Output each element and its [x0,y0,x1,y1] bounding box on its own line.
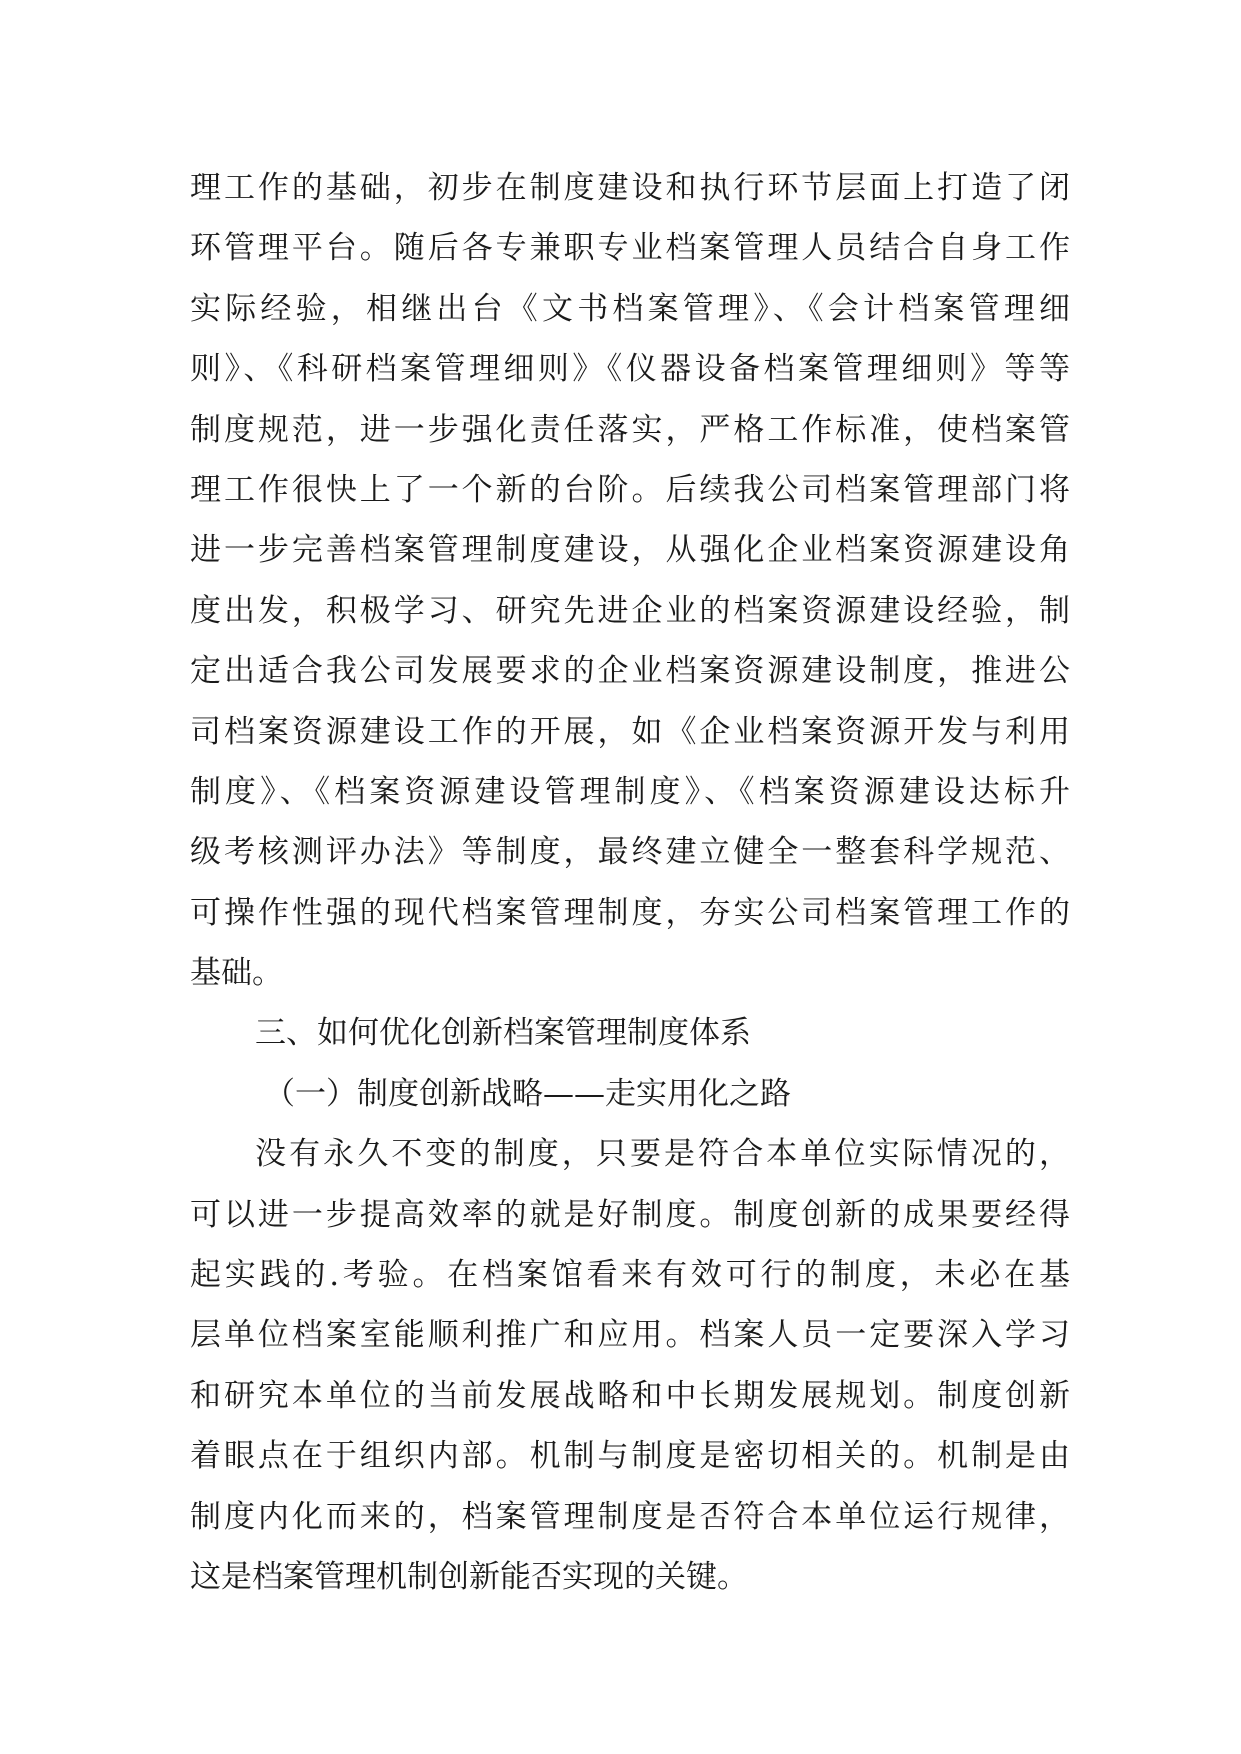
paragraph-line: 环管理平台。随后各专兼职专业档案管理人员结合自身工作 [190,230,1070,267]
paragraph-line: 着眼点在于组织内部。机制与制度是密切相关的。机制是由 [190,1438,1070,1475]
paragraph-line: 进一步完善档案管理制度建设，从强化企业档案资源建设角 [190,532,1070,569]
subsection-heading: （一）制度创新战略——走实用化之路 [264,1075,791,1112]
paragraph-line: 制度规范，进一步强化责任落实，严格工作标准，使档案管 [190,411,1070,448]
paragraph-line: 理工作很快上了一个新的台阶。后续我公司档案管理部门将 [190,471,1070,508]
paragraph-line: 度出发，积极学习、研究先进企业的档案资源建设经验，制 [190,592,1070,629]
paragraph-line: 级考核测评办法》等制度，最终建立健全一整套科学规范、 [190,834,1070,871]
paragraph-line: 基础。 [190,955,283,992]
document-body [190,158,1070,1607]
paragraph-line: 则》、《科研档案管理细则》《仪器设备档案管理细则》等等 [190,351,1070,388]
paragraph-line: 制度》、《档案资源建设管理制度》、《档案资源建设达标升 [190,773,1070,810]
paragraph-line: 定出适合我公司发展要求的企业档案资源建设制度，推进公 [190,653,1070,690]
paragraph-continued [190,158,1070,1003]
paragraph-line: 层单位档案室能顺利推广和应用。档案人员一定要深入学习 [190,1317,1070,1354]
paragraph-line: 没有永久不变的制度，只要是符合本单位实际情况的， [255,1136,1070,1173]
paragraph-line: 起实践的.考验。在档案馆看来有效可行的制度，未必在基 [190,1257,1070,1294]
paragraph-line: 这是档案管理机制创新能否实现的关键。 [190,1558,748,1595]
paragraph-line: 制度内化而来的，档案管理制度是否符合本单位运行规律， [190,1498,1070,1535]
paragraph-line: 司档案资源建设工作的开展，如《企业档案资源开发与利用 [190,713,1070,750]
paragraph [190,1124,1070,1607]
paragraph-line: 可以进一步提高效率的就是好制度。制度创新的成果要经得 [190,1196,1070,1233]
paragraph-line: 实际经验，相继出台《文书档案管理》、《会计档案管理细 [190,290,1070,327]
paragraph-line: 和研究本单位的当前发展战略和中长期发展规划。制度创新 [190,1377,1070,1414]
paragraph-line: 可操作性强的现代档案管理制度，夯实公司档案管理工作的 [190,894,1070,931]
section-heading: 三、如何优化创新档案管理制度体系 [255,1015,751,1052]
paragraph-line: 理工作的基础，初步在制度建设和执行环节层面上打造了闭 [190,170,1070,206]
